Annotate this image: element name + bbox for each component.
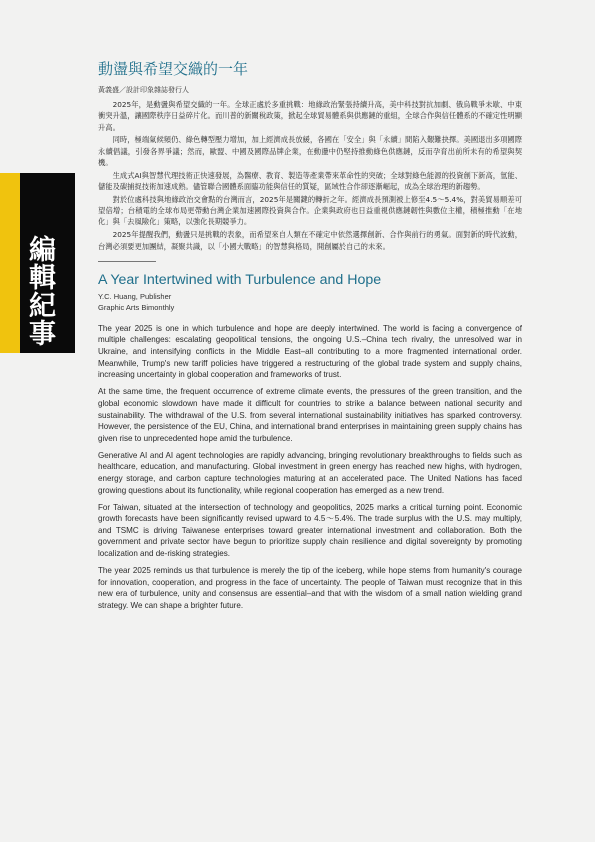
zh-paragraph: 對於位處科技與地緣政治交會點的台灣而言，2025年是關鍵的轉折之年。經濟成長預測被上修至4.5～5.4%，對美貿易順差可望倍增；台積電的全球布局更帶動台灣企業加速國際投資與合作。企業與政府也日益重視供應鏈韌性與數位主權，積極推動「在地化」與「去風險化」策略，以強化長期競爭力。 xyxy=(98,194,522,227)
section-tab-accent xyxy=(0,173,20,353)
zh-article-author: 黃義盛／設計印象雜誌發行人 xyxy=(98,86,189,94)
en-paragraph: At the same time, the frequent occurrence of extreme climate events, the pressures of the green transition, and the global economic slowdown have made it difficult for countries to strike a balance between national security and sustainability. The withdrawal of the U.S. from several international sustainability initiatives has sparked controversy. However, the persistence of the EU, China, and international brand enterprises in maintaining green supply chains has given rise to unprecedented hope amid the turbulence. xyxy=(98,387,522,443)
zh-paragraph: 生成式AI與智慧代理技術正快速發展，為醫療、教育、製造等產業帶來革命性的突破；全球對綠色能源的投資創下新高，氫能、儲能及碳捕捉技術加速成熟。儘管聯合國體系面臨功能與信任的質疑，區域性合作卻逐漸崛起，成為全球治理的新趨勢。 xyxy=(98,170,522,192)
section-divider xyxy=(98,261,156,262)
section-tab xyxy=(0,173,75,353)
zh-paragraph: 2025年提醒我們，動盪只是挑戰的表象，而希望來自人類在不確定中依然選擇創新、合作與前行的勇氣。面對新的時代波動，台灣必須要更加團結，凝聚共識，以「小國大戰略」的智慧與格局，開創屬於自己的未來。 xyxy=(98,230,522,251)
en-article-organization: Graphic Arts Bimonthly xyxy=(98,302,175,312)
en-article-author: Y.C. Huang, Publisher xyxy=(98,291,172,301)
en-article-title: A Year Intertwined with Turbulence and Hope xyxy=(98,271,382,288)
article-content xyxy=(98,58,522,617)
en-paragraph: The year 2025 reminds us that turbulence is merely the tip of the iceberg, while hope stems from humanity's courage for innovation, cooperation, and progress in the face of uncertainty. The people of Taiwan must recognize that in this new era of turbulence, unity and consensus are essential–and that with the wisdom of a small nation wielding grand strategy. We can shape a brighter future. xyxy=(98,566,522,610)
zh-paragraph: 2025年，是動盪與希望交織的一年。全球正處於多重挑戰：地緣政治緊張持續升高，美中科技對抗加劇、俄烏戰爭未歇、中東衝突升溫，讓國際秩序日益碎片化。而川普的新關稅政策，掀起全球貿易體系與供應鏈的重組，全球合作與信任體系的不確定性明顯升高。 xyxy=(98,100,522,132)
zh-paragraph: 同時，極端氣候頻仍、綠色轉型壓力增加，加上經濟成長放緩，各國在「安全」與「永續」間陷入艱難抉擇。美國退出多項國際永續倡議，引發各界爭議；然而，歐盟、中國及國際品牌企業，在動盪中仍堅持推動綠色供應鏈，反而孕育出前所未有的希望與契機。 xyxy=(98,135,522,167)
en-paragraph: Generative AI and AI agent technologies are rapidly advancing, bringing revolutionary breakthroughs to fields such as healthcare, education, and manufacturing. Global investment in green energy has reached new highs, with hydrogen, energy storage, and carbon capture technologies maturing at an accelerated pace. The United Nations has faced growing questions about its functionality, while regional cooperation has emerged as a new trend. xyxy=(98,450,522,495)
zh-article-title: 動盪與希望交織的一年 xyxy=(98,60,249,78)
en-paragraph: For Taiwan, situated at the intersection of technology and geopolitics, 2025 marks a critical turning point. Economic growth forecasts have been significantly revised upward to 4.5～5.4%. The trade surplus with the U.S. may multiply, and TSMC is driving Taiwanese enterprises toward greater international investment and collaboration. Both the government and private sector have begun to prioritize supply chain resilience and digital sovereignty by promoting localization and de-risking strategies. xyxy=(98,502,522,559)
en-paragraph: The year 2025 is one in which turbulence and hope are deeply intertwined. The world is facing a convergence of multiple challenges: escalating geopolitical tensions, the ongoing U.S.–China tech rivalry, the unresolved war in Ukraine, and intensifying conflicts in the Middle East–all contributing to a more fragmented international order. Meanwhile, Trump's new tariff policies have triggered a restructuring of the global trade system and supply chains, increasing uncertainty in global cooperation and frameworks of trust. xyxy=(98,323,522,380)
section-tab-label: 編輯紀事 xyxy=(24,235,55,347)
